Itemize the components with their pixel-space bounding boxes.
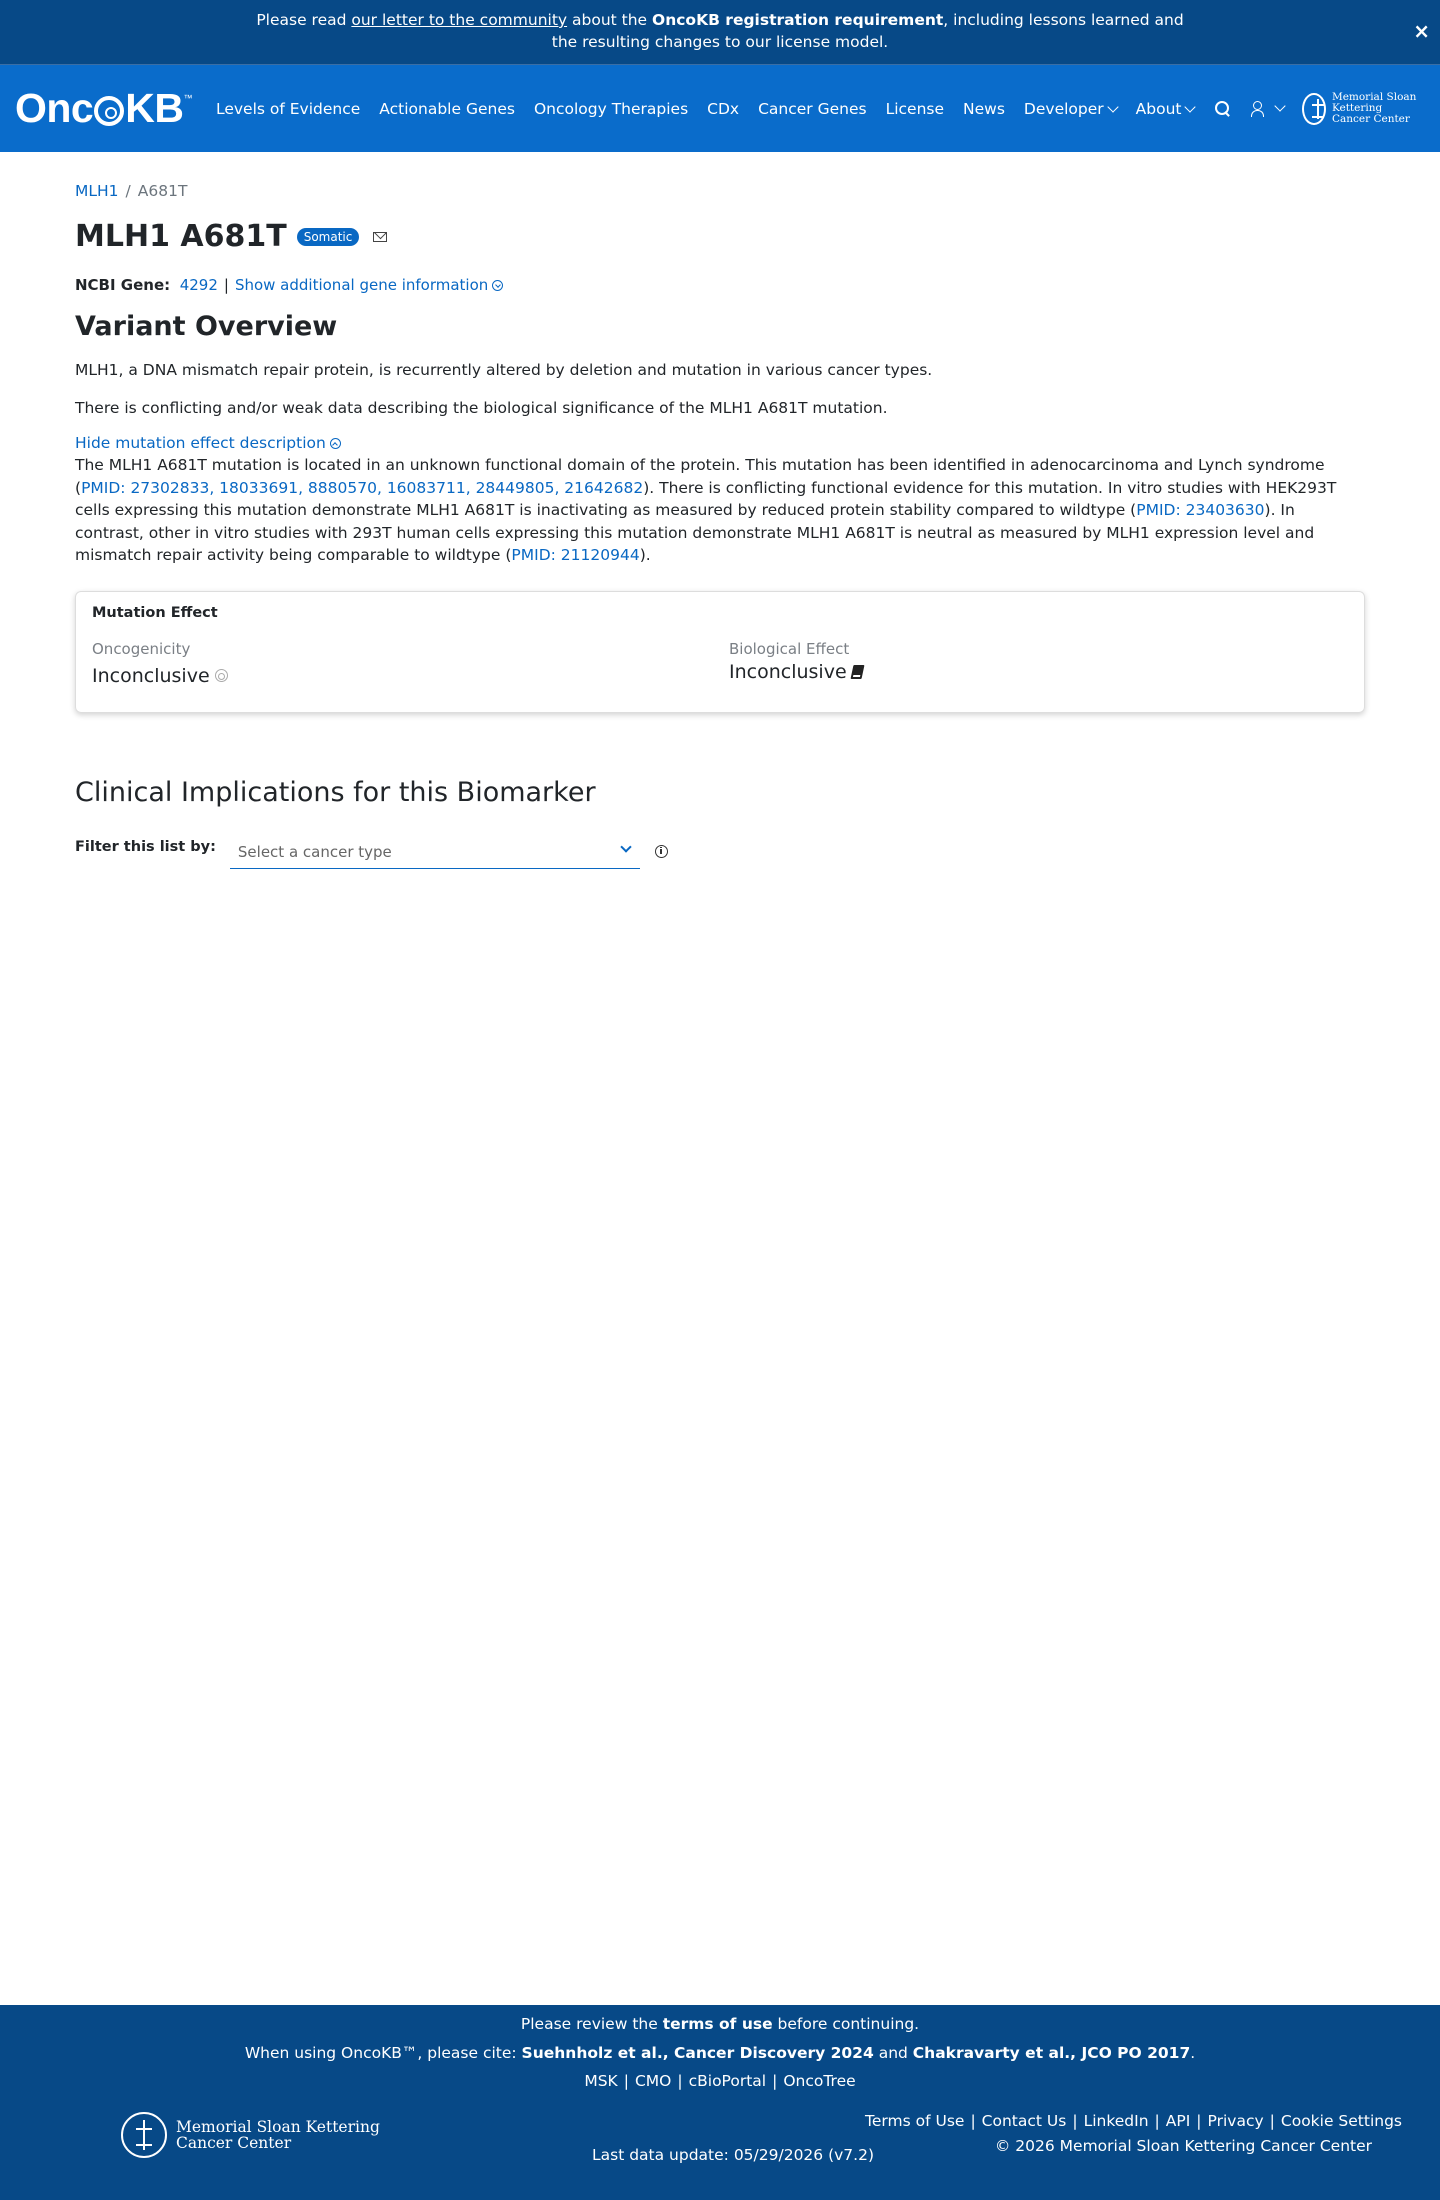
- citation-link[interactable]: [913, 2044, 1190, 2062]
- description-text: ).: [639, 546, 651, 564]
- breadcrumb: [75, 182, 1365, 200]
- mutation-effect-card: [75, 591, 1365, 713]
- cookie-settings-link[interactable]: Cookie Settings: [1280, 2112, 1402, 2130]
- description-text: ). There is conflicting functional evidence for this mutation. In vitro studies with HEK293T cells expressing this mutation demonstrate MLH1 A681T is inactivating as measured by reduced protein stability compared to wildtype (: [75, 478, 1337, 519]
- mutation-effect-title: Mutation Effect: [92, 604, 218, 621]
- info-icon[interactable]: [655, 845, 668, 858]
- variant-summary: There is conflicting and/or weak data describing the biological significance of the MLH1 A681T mutation.: [75, 398, 888, 417]
- banner-line-2: the resulting changes to our license model.: [551, 33, 889, 51]
- biological-effect-value: Inconclusive: [729, 660, 847, 683]
- logo-text: KB: [125, 85, 184, 131]
- logo-trademark: ™: [183, 92, 192, 103]
- footer-link-msk[interactable]: MSK: [584, 2072, 618, 2090]
- chevron-down-icon: [1107, 101, 1118, 112]
- footer-link-cbioportal[interactable]: cBioPortal: [688, 2072, 767, 2090]
- search-icon[interactable]: [1215, 101, 1231, 117]
- logo-target-icon: [94, 96, 124, 126]
- privacy-link[interactable]: Privacy: [1207, 2112, 1264, 2130]
- link-separator: |: [1072, 2112, 1078, 2130]
- pmid-link[interactable]: PMID: 27302833, 18033691, 8880570, 16083711, 28449805, 21642682: [81, 478, 644, 497]
- msk-logo-line: Memorial Sloan Kettering: [1331, 91, 1417, 114]
- pmid-link[interactable]: PMID: 23403630: [1136, 501, 1265, 519]
- show-gene-info-link[interactable]: [235, 276, 503, 294]
- footer-link-oncotree[interactable]: OncoTree: [783, 2072, 856, 2090]
- citation-notice: [0, 2044, 1440, 2062]
- oncogenicity-icon: [215, 669, 228, 682]
- filter-label: Filter this list by:: [75, 838, 216, 855]
- msk-emblem-icon: [121, 2112, 167, 2158]
- announcement-banner: [0, 0, 1440, 65]
- partner-links: [0, 2072, 1440, 2090]
- citation-label: Suehnholz et al., Cancer Discovery 2024: [521, 2044, 874, 2062]
- mail-icon[interactable]: [373, 232, 387, 242]
- nav-icons: [1215, 101, 1284, 117]
- nav-license[interactable]: License: [885, 99, 945, 118]
- breadcrumb-current: A681T: [137, 182, 188, 200]
- biological-effect-section: [729, 640, 863, 683]
- footer-text: .: [1190, 2044, 1196, 2062]
- close-icon[interactable]: ×: [1413, 19, 1430, 43]
- terms-notice: [0, 2015, 1440, 2033]
- msk-logo-text: [176, 2119, 380, 2151]
- footer-text: Please review the: [520, 2015, 663, 2033]
- nav-about-label: About: [1135, 99, 1182, 118]
- book-icon[interactable]: [850, 665, 864, 679]
- page-title: MLH1 A681T: [75, 219, 287, 254]
- msk-logo-text: [1332, 92, 1428, 125]
- nav-cdx[interactable]: CDx: [707, 99, 740, 118]
- breadcrumb-gene-link[interactable]: MLH1: [75, 182, 119, 200]
- msk-logo-line: Cancer Center: [1331, 113, 1410, 125]
- citation-link[interactable]: [522, 2044, 874, 2062]
- contact-link[interactable]: Contact Us: [981, 2112, 1067, 2130]
- nav-about-dropdown[interactable]: [1136, 100, 1195, 118]
- footer-legal-links: [865, 2112, 1402, 2130]
- nav-oncology-therapies[interactable]: Oncology Therapies: [533, 99, 689, 118]
- oncogenicity-label: Oncogenicity: [92, 639, 191, 658]
- footer-text: When using OncoKB™, please cite:: [244, 2044, 522, 2062]
- linkedin-link[interactable]: LinkedIn: [1083, 2112, 1149, 2130]
- logo-text: Onc: [15, 85, 94, 131]
- filter-row: [75, 837, 1365, 869]
- description-text: ). In contrast, other in vitro studies with 293T human cells expressing this mutation demonstrate MLH1 A681T is neutral as measured by MLH1 expression level and mismatch repair activity being comparable to wildtype (: [75, 501, 1315, 564]
- banner-text: about the: [567, 11, 653, 29]
- footer-right: [865, 2112, 1402, 2155]
- msk-emblem-icon: [1302, 93, 1325, 125]
- oncogenicity-section: [92, 640, 228, 687]
- copyright: © 2026 Memorial Sloan Kettering Cancer Center: [994, 2137, 1372, 2155]
- terms-link[interactable]: Terms of Use: [865, 2112, 965, 2130]
- chevron-circle-down-icon: [492, 280, 503, 291]
- hide-mutation-effect-link[interactable]: [75, 434, 1365, 452]
- mutation-effect-description: [75, 454, 1365, 567]
- oncokb-logo[interactable]: [15, 85, 192, 132]
- footer-text: and: [873, 2044, 913, 2062]
- oncogenicity-value: Inconclusive: [92, 664, 210, 687]
- link-separator: |: [970, 2112, 976, 2130]
- clinical-implications-heading: Clinical Implications for this Biomarker: [75, 776, 596, 808]
- description-text: The MLH1 A681T mutation is located in an unknown functional domain of the protein. This mutation has been identified in adenocarcinoma and Lynch syndrome (: [75, 456, 1325, 497]
- banner-text: , including lessons learned and: [943, 11, 1184, 29]
- oncogenicity-value-row: [92, 665, 228, 687]
- banner-line-1: [0, 9, 1440, 31]
- chevron-down-icon: [1275, 100, 1286, 111]
- gene-info-row: [75, 276, 1365, 294]
- ncbi-gene-link[interactable]: 4292: [179, 276, 218, 294]
- chevron-down-icon: [1185, 101, 1196, 112]
- link-separator: |: [1269, 2112, 1275, 2130]
- title-row: [75, 219, 1365, 254]
- nav-news[interactable]: News: [963, 99, 1005, 118]
- gene-summary: MLH1, a DNA mismatch repair protein, is recurrently altered by deletion and mutation in various cancer types.: [75, 361, 933, 379]
- biological-effect-label: Biological Effect: [729, 639, 850, 658]
- community-letter-link[interactable]: our letter to the community: [351, 11, 568, 29]
- footer: [0, 2005, 1440, 2200]
- chevron-circle-up-icon: [330, 438, 341, 449]
- cancer-type-select[interactable]: [230, 837, 640, 869]
- pmid-link[interactable]: PMID: 21120944: [511, 546, 640, 564]
- somatic-badge: Somatic: [297, 228, 360, 246]
- last-data-update: Last data update: 05/29/2026 (v7.2): [592, 2146, 874, 2164]
- link-separator: |: [623, 2072, 629, 2090]
- link-separator: |: [1154, 2112, 1160, 2130]
- breadcrumb-separator: /: [125, 182, 131, 200]
- msk-logo-line: Cancer Center: [176, 2134, 292, 2152]
- navbar: [0, 65, 1440, 152]
- link-separator: |: [1196, 2112, 1202, 2130]
- msk-logo-line: Memorial Sloan Kettering: [176, 2118, 380, 2136]
- footer-text: before continuing.: [772, 2015, 920, 2033]
- nav-actionable-genes[interactable]: Actionable Genes: [379, 99, 515, 118]
- footer-link-cmo[interactable]: CMO: [634, 2072, 672, 2090]
- hide-mutation-effect-label: Hide mutation effect description: [75, 434, 326, 452]
- link-separator: |: [772, 2072, 778, 2090]
- show-gene-info-label: Show additional gene information: [234, 276, 489, 294]
- banner-text: Please read: [256, 11, 352, 29]
- variant-overview-heading: Variant Overview: [75, 311, 338, 342]
- chevron-down-icon: [620, 841, 631, 852]
- nav-levels-of-evidence[interactable]: Levels of Evidence: [215, 99, 361, 118]
- citation-label: Chakravarty et al., JCO PO 2017: [912, 2044, 1191, 2062]
- terms-of-use-link[interactable]: [663, 2015, 773, 2033]
- terms-of-use-label: terms of use: [662, 2015, 773, 2033]
- nav-menu: [216, 100, 1214, 118]
- api-link[interactable]: API: [1165, 2112, 1191, 2130]
- footer-msk-logo[interactable]: [121, 2112, 380, 2158]
- nav-developer-label: Developer: [1023, 99, 1104, 118]
- user-icon: [1251, 101, 1265, 117]
- main-content: [0, 182, 1440, 869]
- nav-cancer-genes[interactable]: Cancer Genes: [758, 99, 867, 118]
- cancer-type-placeholder: Select a cancer type: [237, 842, 392, 861]
- msk-logo[interactable]: [1302, 92, 1428, 125]
- banner-bold-text: OncoKB registration requirement: [652, 11, 944, 29]
- link-separator: |: [677, 2072, 683, 2090]
- account-dropdown[interactable]: [1251, 101, 1284, 117]
- nav-developer-dropdown[interactable]: [1024, 100, 1117, 118]
- ncbi-gene-label: NCBI Gene:: [75, 276, 171, 294]
- separator: |: [223, 276, 229, 294]
- biological-effect-value-row: [729, 661, 863, 683]
